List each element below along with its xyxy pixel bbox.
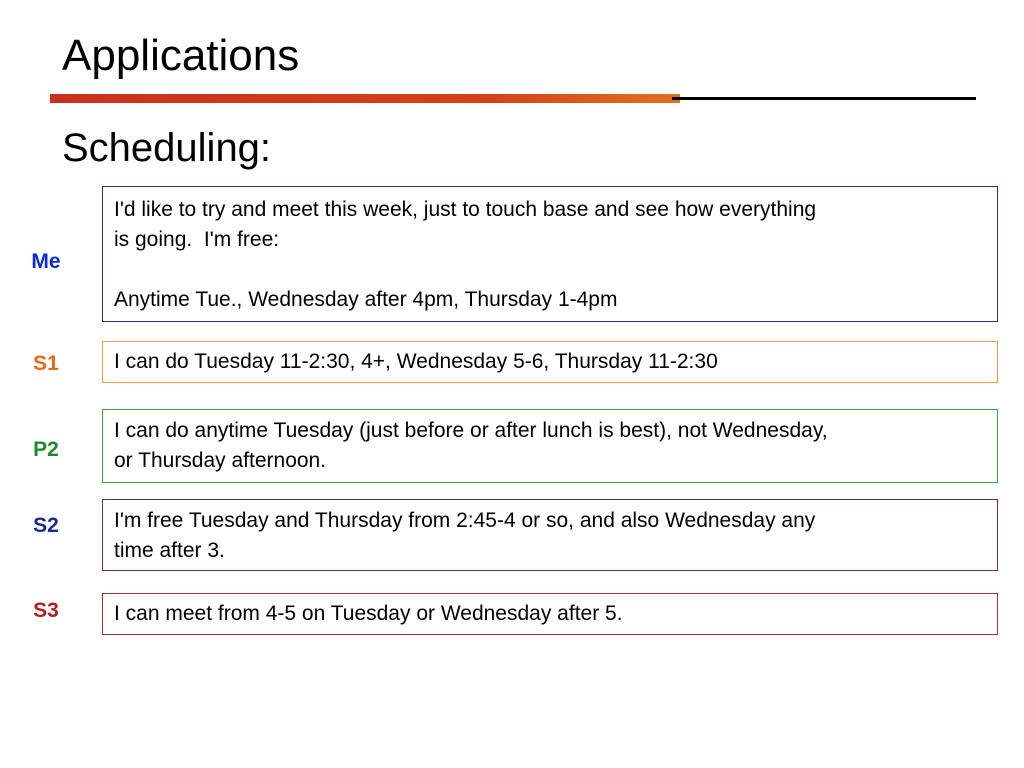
sender-label-s3: S3 — [33, 599, 59, 622]
message-line: I can do Tuesday 11-2:30, 4+, Wednesday 5-6, Thursday 11-2:30 — [114, 350, 718, 373]
message-line: Anytime Tue., Wednesday after 4pm, Thursday 1-4pm — [114, 288, 618, 311]
message-line: is going. I'm free: — [114, 228, 280, 251]
message-line: time after 3. — [114, 539, 225, 562]
message-box-s3 — [102, 593, 998, 635]
message-box-s1 — [102, 341, 998, 383]
message-box-p2 — [102, 409, 998, 483]
sender-label-me: Me — [31, 250, 61, 273]
title-underline-accent — [50, 94, 680, 103]
title-underline — [50, 94, 976, 103]
message-box-me — [102, 186, 998, 322]
message-box-s2 — [102, 499, 998, 571]
message-spacer — [114, 255, 986, 285]
sender-label-s2: S2 — [33, 514, 59, 537]
sender-label-p2: P2 — [33, 438, 59, 461]
message-line: I can meet from 4-5 on Tuesday or Wednesday after 5. — [114, 602, 623, 625]
title-underline-line — [672, 97, 976, 100]
message-line: I'm free Tuesday and Thursday from 2:45-4 or so, and also Wednesday any — [114, 509, 816, 532]
slide-title: Applications — [62, 31, 300, 80]
sender-label-s1: S1 — [33, 352, 59, 375]
message-line: I can do anytime Tuesday (just before or after lunch is best), not Wednesday, — [114, 419, 828, 442]
message-line: or Thursday afternoon. — [114, 449, 327, 472]
message-line: I'd like to try and meet this week, just to touch base and see how everything — [114, 198, 817, 221]
slide-subtitle: Scheduling: — [62, 126, 272, 170]
